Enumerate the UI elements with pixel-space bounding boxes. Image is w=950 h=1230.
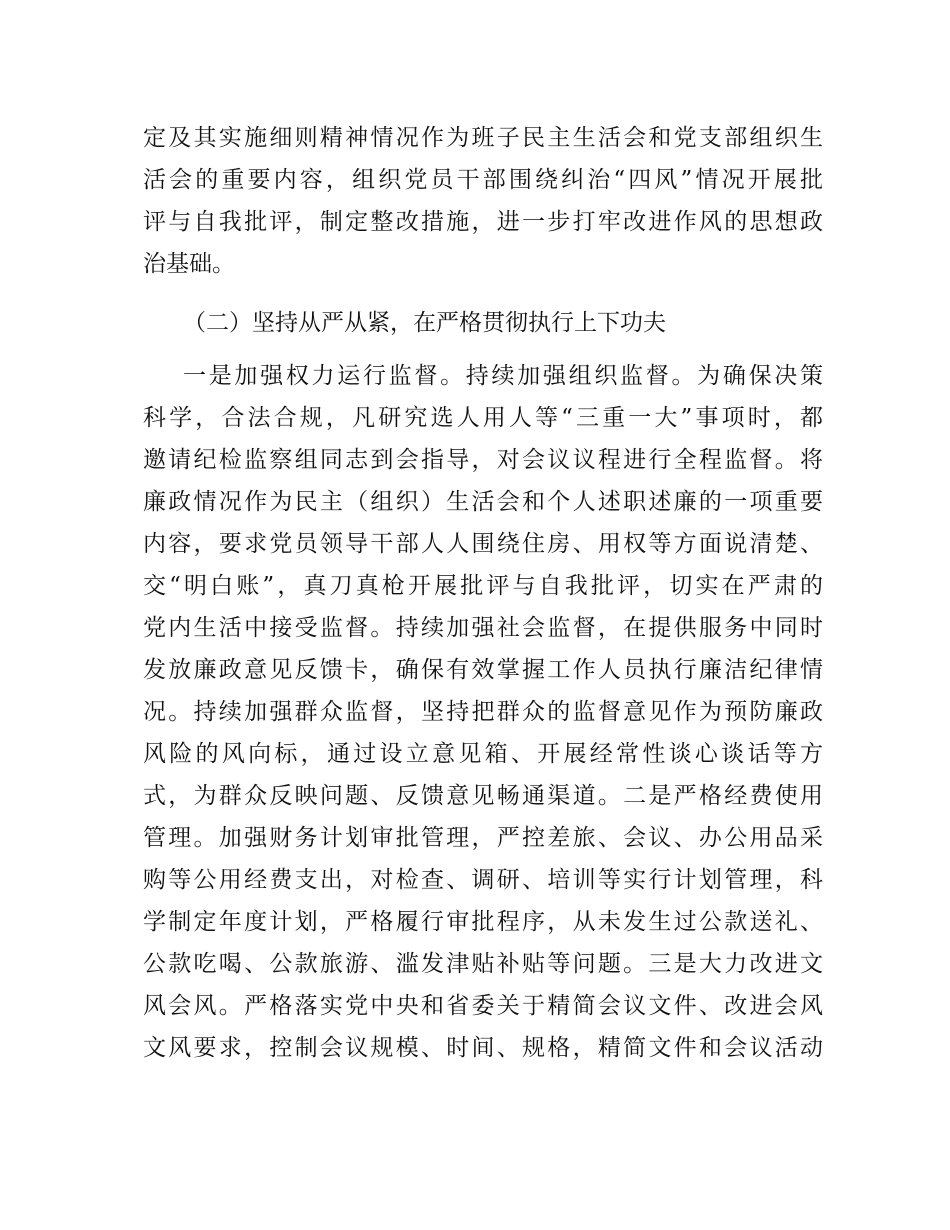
paragraph-line: 风险的风向标，通过设立意见箱、开展经常性谈心谈话等方 (143, 741, 823, 767)
paragraph-line: 式，为群众反映问题、反馈意见畅通渠道。二是严格经费使用 (143, 783, 823, 809)
paragraph-line: 廉政情况作为民主（组织）生活会和个人述职述廉的一项重要 (143, 489, 823, 515)
paragraph-line: 购等公用经费支出，对检查、调研、培训等实行计划管理，科 (143, 867, 823, 893)
paragraph-line: 邀请纪检监察组同志到会指导，对会议议程进行全程监督。将 (143, 447, 823, 473)
paragraph-line: 管理。加强财务计划审批管理，严控差旅、会议、办公用品采 (143, 825, 823, 851)
paragraph-line: 交“明白账”，真刀真枪开展批评与自我批评，切实在严肃的 (143, 573, 823, 599)
paragraph-line: 公款吃喝、公款旅游、滥发津贴补贴等问题。三是大力改进文 (143, 951, 823, 977)
paragraph-line: 科学，合法合规，凡研究选人用人等“三重一大”事项时，都 (143, 405, 823, 431)
paragraph-line: 活会的重要内容，组织党员干部围绕纠治“四风”情况开展批 (143, 167, 823, 193)
paragraph-line: 定及其实施细则精神情况作为班子民主生活会和党支部组织生 (143, 125, 823, 151)
paragraph-line: 况。持续加强群众监督，坚持把群众的监督意见作为预防廉政 (143, 699, 823, 725)
paragraph-line: 治基础。 (143, 251, 235, 277)
paragraph-line: 风会风。严格落实党中央和省委关于精简会议文件、改进会风 (143, 993, 823, 1019)
paragraph-line: 党内生活中接受监督。持续加强社会监督，在提供服务中同时 (143, 615, 823, 641)
paragraph-line: 学制定年度计划，严格履行审批程序，从未发生过公款送礼、 (143, 909, 823, 935)
section-heading: （二）坚持从严从紧，在严格贯彻执行上下功夫 (183, 310, 666, 336)
paragraph-line: 文风要求，控制会议规模、时间、规格，精简文件和会议活动 (143, 1035, 823, 1061)
paragraph-line: 评与自我批评，制定整改措施，进一步打牢改进作风的思想政 (143, 209, 823, 235)
paragraph-line: 发放廉政意见反馈卡，确保有效掌握工作人员执行廉洁纪律情 (143, 657, 823, 683)
paragraph-line: 内容，要求党员领导干部人人围绕住房、用权等方面说清楚、 (143, 531, 823, 557)
paragraph-line: 一是加强权力运行监督。持续加强组织监督。为确保决策 (183, 363, 823, 389)
